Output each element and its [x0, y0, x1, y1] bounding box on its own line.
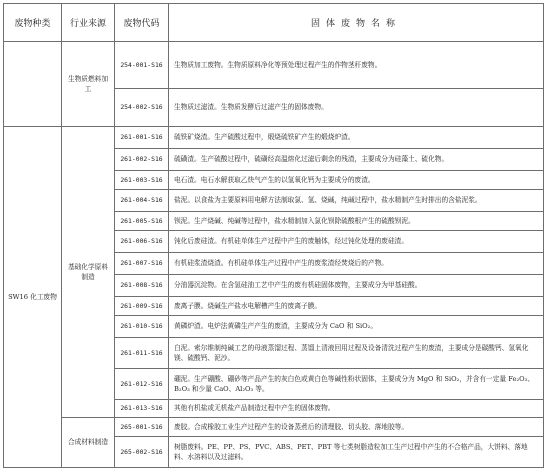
- description-cell: 硼泥。生产硼酸、硼砂等产品产生的灰白色或黄白色等碱性粉状固体，主要成分为 MgO 和 SiO₂，并含有一定量 Fe₂O₃、B₂O₃ 和少量 CaO、Al₂O₃ 等。: [169, 369, 544, 400]
- code-cell: 265-002-S16: [115, 437, 169, 468]
- description-cell: 钝化后废硅渣。有机硅单体生产过程中产生的废触体，经过钝化处理的废硅渣。: [169, 231, 544, 253]
- table-row: [4, 127, 544, 149]
- code-cell: 261-006-S16: [115, 231, 169, 253]
- description-cell: 钡泥。生产烧碱、纯碱等过程中，盐水精制加入氯化钡除硫酸根产生的硫酸钡泥。: [169, 212, 544, 231]
- description-cell: 其他有机盐或无机盐产品制造过程中产生的固体废物。: [169, 400, 544, 418]
- code-cell: 261-004-S16: [115, 190, 169, 212]
- description-cell: 硫铁矿烧渣。生产硫酸过程中，煅烧硫铁矿产生的煅烧炉渣。: [169, 127, 544, 149]
- source-cell: 合成材料制造: [62, 418, 115, 468]
- category-cell: SW16 化工废物: [4, 127, 62, 468]
- code-cell: 261-009-S16: [115, 297, 169, 316]
- description-cell: 硫磺渣。生产硫酸过程中，硫磺经高温熔化过滤后剩余的残渣，主要成分为硅藻土、硫化物。: [169, 149, 544, 171]
- code-cell: 261-008-S16: [115, 275, 169, 297]
- code-cell: 261-001-S16: [115, 127, 169, 149]
- description-cell: 废胶。合成橡胶工业生产过程产生的设备蒸煮后的清理胶、切头胶、落地胶等。: [169, 418, 544, 437]
- code-cell: 261-012-S16: [115, 369, 169, 400]
- header-description: 固体废物名称: [169, 4, 544, 42]
- code-cell: 261-005-S16: [115, 212, 169, 231]
- source-cell: 基础化学原料制造: [62, 127, 115, 418]
- header-category: 废物种类: [4, 4, 62, 42]
- header-source: 行业来源: [62, 4, 115, 42]
- code-cell: 261-010-S16: [115, 316, 169, 338]
- header-row: [4, 4, 544, 42]
- description-cell: 分油器沉淀物。在含氢硅油工艺中产生的废有机硅固体废物，主要成分为甲基硅酸。: [169, 275, 544, 297]
- code-cell: 254-001-S16: [115, 42, 169, 89]
- description-cell: 黄磷炉渣。电炉法黄磷生产产生的废渣，主要成分为 CaO 和 SiO₂。: [169, 316, 544, 338]
- description-cell: 盐泥。以食盐为主要原料用电解方法制取氯、氢、烧碱，纯碱过程中，盐水精制产生时排出的含盐泥浆。: [169, 190, 544, 212]
- source-cell: 生物质燃料加工: [62, 42, 115, 127]
- description-cell: 有机硅浆渣烧渣。有机硅单体生产过程中产生的废浆渣经焚烧后的产物。: [169, 253, 544, 275]
- description-cell: 废离子膜。烧碱生产盐水电解槽产生的废离子膜。: [169, 297, 544, 316]
- header-code: 废物代码: [115, 4, 169, 42]
- description-cell: 电石渣。电石水解获取乙炔气产生的以氢氧化钙为主要成分的废渣。: [169, 171, 544, 190]
- code-cell: 261-013-S16: [115, 400, 169, 418]
- code-cell: 265-001-S16: [115, 418, 169, 437]
- code-cell: 261-002-S16: [115, 149, 169, 171]
- code-cell: 261-011-S16: [115, 338, 169, 369]
- code-cell: 261-007-S16: [115, 253, 169, 275]
- description-cell: 树脂废料。PE、PP、PS、PVC、ABS、PET、PBT 等七类树脂造粒加工生产过程中产生的不合格产品，大饼料、落地料、水溶料以及过滤料。: [169, 437, 544, 468]
- code-cell: 254-002-S16: [115, 89, 169, 127]
- solid-waste-table: [3, 3, 544, 468]
- category-cell: [4, 42, 62, 127]
- code-cell: 261-003-S16: [115, 171, 169, 190]
- table-row: [4, 418, 544, 437]
- table-row: [4, 42, 544, 89]
- description-cell: 白泥。索尔维制纯碱工艺的母液蒸馏过程、蒸馏上清液回用过程及设备清洗过程产生的废渣，主要成分是碳酸钙、氢氧化镁、硫酸钙、泥沙。: [169, 338, 544, 369]
- description-cell: 生物质过滤渣。生物质发酵后过滤产生的固体废物。: [169, 89, 544, 127]
- description-cell: 生物质加工废物。生物质原料净化等预处理过程产生的作物茎秆废物。: [169, 42, 544, 89]
